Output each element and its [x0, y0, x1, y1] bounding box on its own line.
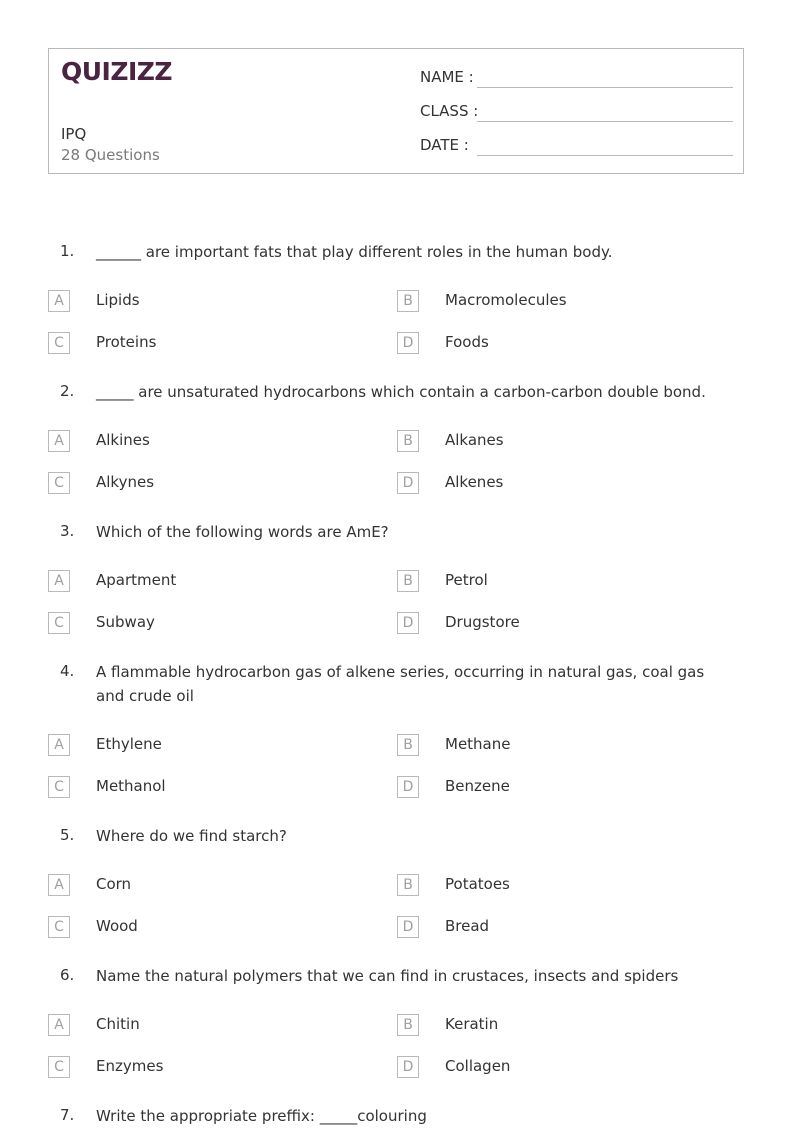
option-a-text: Corn: [96, 875, 132, 893]
option-b-text: Potatoes: [445, 875, 510, 893]
option-c-box[interactable]: C: [48, 612, 70, 634]
option-a-box[interactable]: A: [48, 734, 70, 756]
class-line[interactable]: [477, 121, 733, 122]
date-label: DATE :: [420, 136, 469, 154]
option-b-box[interactable]: B: [397, 430, 419, 452]
option-d-text: Foods: [445, 333, 489, 351]
question-number: 4.: [60, 662, 75, 680]
question-text: Name the natural polymers that we can find in crustaces, insects and spiders: [96, 967, 679, 985]
name-label: NAME :: [420, 68, 474, 86]
option-d-text: Benzene: [445, 777, 510, 795]
question-number: 3.: [60, 522, 75, 540]
option-a-box[interactable]: A: [48, 570, 70, 592]
option-c-box[interactable]: C: [48, 472, 70, 494]
question-text: Where do we find starch?: [96, 827, 287, 845]
option-c-text: Subway: [96, 613, 155, 631]
option-c-text: Enzymes: [96, 1057, 164, 1075]
option-b-text: Macromolecules: [445, 291, 567, 309]
class-field[interactable]: [420, 100, 733, 124]
question-text: Which of the following words are AmE?: [96, 523, 389, 541]
option-d-box[interactable]: D: [397, 776, 419, 798]
worksheet-header: [48, 48, 744, 174]
option-a-text: Ethylene: [96, 735, 162, 753]
name-line[interactable]: [477, 87, 733, 88]
option-b-box[interactable]: B: [397, 734, 419, 756]
question-text: A flammable hydrocarbon gas of alkene series, occurring in natural gas, coal gas and crude oil: [96, 663, 705, 705]
option-c-box[interactable]: C: [48, 776, 70, 798]
option-a-box[interactable]: A: [48, 430, 70, 452]
option-d-box[interactable]: D: [397, 332, 419, 354]
option-b-text: Alkanes: [445, 431, 504, 449]
option-c-text: Proteins: [96, 333, 157, 351]
question-text: Write the appropriate preffix: _____colouring: [96, 1107, 427, 1125]
option-b-text: Petrol: [445, 571, 488, 589]
option-d-text: Alkenes: [445, 473, 504, 491]
option-c-text: Methanol: [96, 777, 166, 795]
option-c-box[interactable]: C: [48, 916, 70, 938]
question-number: 1.: [60, 242, 75, 260]
option-a-text: Apartment: [96, 571, 177, 589]
option-b-box[interactable]: B: [397, 570, 419, 592]
question-number: 5.: [60, 826, 75, 844]
question-number: 6.: [60, 966, 75, 984]
question-number: 2.: [60, 382, 75, 400]
option-b-box[interactable]: B: [397, 874, 419, 896]
option-c-text: Alkynes: [96, 473, 155, 491]
option-b-box[interactable]: B: [397, 1014, 419, 1036]
option-a-text: Chitin: [96, 1015, 140, 1033]
option-a-box[interactable]: A: [48, 290, 70, 312]
option-c-text: Wood: [96, 917, 138, 935]
option-d-text: Drugstore: [445, 613, 520, 631]
option-a-box[interactable]: A: [48, 874, 70, 896]
option-a-text: Lipids: [96, 291, 140, 309]
date-field[interactable]: [420, 134, 733, 158]
question-number: 7.: [60, 1106, 75, 1124]
class-label: CLASS :: [420, 102, 479, 120]
option-a-box[interactable]: A: [48, 1014, 70, 1036]
option-d-text: Collagen: [445, 1057, 511, 1075]
option-d-text: Bread: [445, 917, 490, 935]
question-text: _____ are unsaturated hydrocarbons which contain a carbon-carbon double bond.: [96, 383, 706, 401]
option-d-box[interactable]: D: [397, 1056, 419, 1078]
date-line[interactable]: [477, 155, 733, 156]
name-field[interactable]: [420, 66, 733, 90]
question-count: 28 Questions: [61, 146, 160, 164]
worksheet-title: IPQ: [61, 125, 87, 143]
question-text: ______ are important fats that play different roles in the human body.: [96, 243, 613, 261]
quizizz-logo: QUIZIZZ: [61, 57, 173, 86]
option-c-box[interactable]: C: [48, 1056, 70, 1078]
option-b-text: Keratin: [445, 1015, 499, 1033]
option-a-text: Alkines: [96, 431, 150, 449]
option-c-box[interactable]: C: [48, 332, 70, 354]
option-d-box[interactable]: D: [397, 472, 419, 494]
option-d-box[interactable]: D: [397, 612, 419, 634]
option-b-box[interactable]: B: [397, 290, 419, 312]
option-d-box[interactable]: D: [397, 916, 419, 938]
option-b-text: Methane: [445, 735, 511, 753]
